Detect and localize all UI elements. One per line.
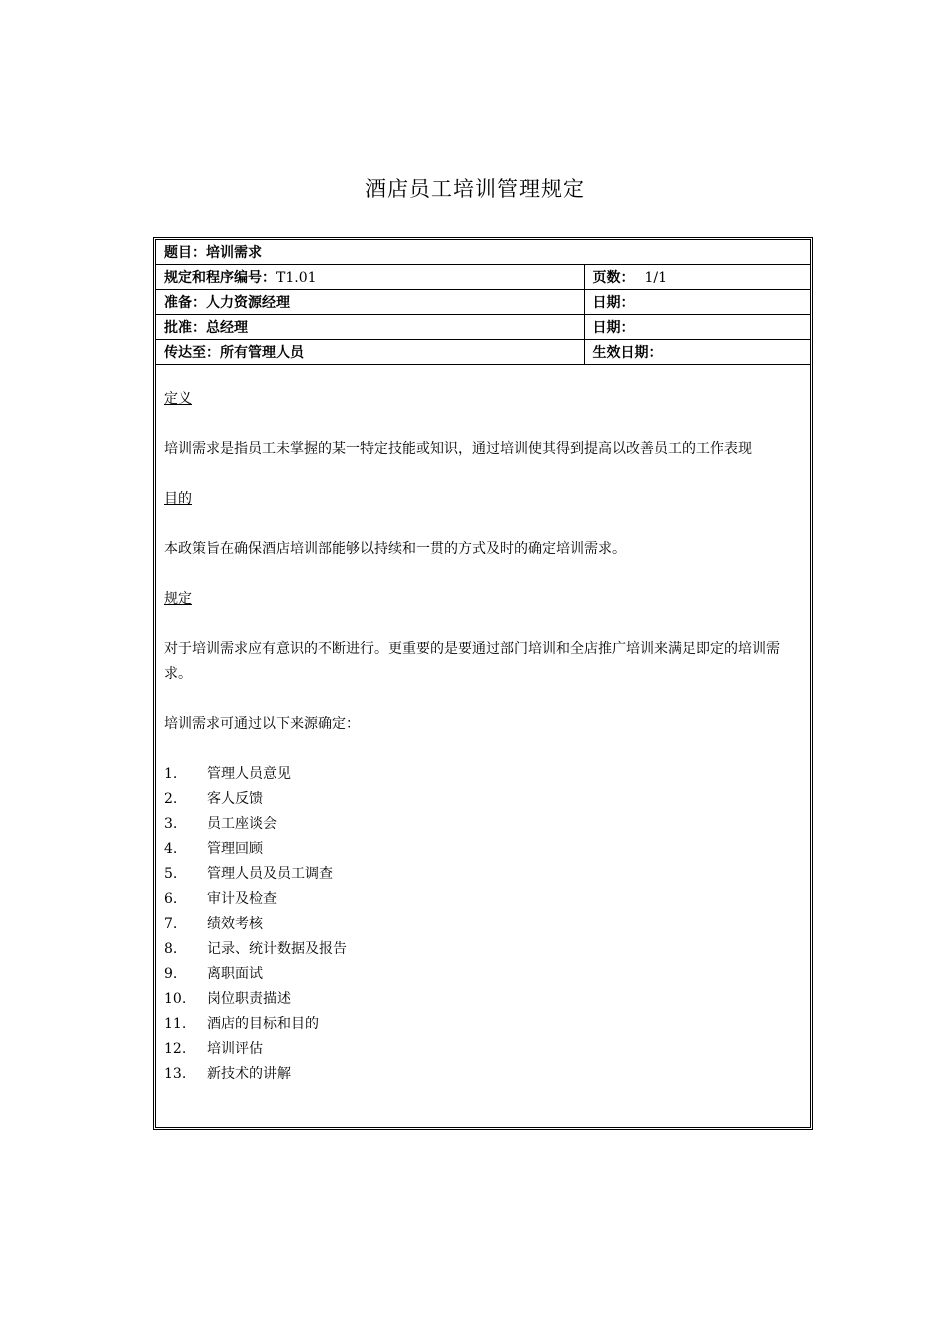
list-item-number: 8. (164, 941, 178, 957)
list-item-text: 管理人员意见 (207, 766, 291, 782)
purpose-text: 本政策旨在确保酒店培训部能够以持续和一贯的方式及时的确定培训需求。 (164, 541, 626, 557)
document-frame (153, 237, 813, 1130)
prepared-value: 人力资源经理 (206, 295, 290, 311)
list-item-number: 5. (164, 866, 178, 882)
list-item-number: 6. (164, 891, 178, 907)
list-item-text: 员工座谈会 (207, 816, 277, 832)
subject-cell (156, 240, 810, 265)
list-item-text: 绩效考核 (207, 916, 263, 932)
effective-date-label: 生效日期： (592, 345, 663, 361)
list-item-text: 离职面试 (207, 966, 263, 982)
distribution-value: 所有管理人员 (220, 345, 304, 361)
list-item-number: 10. (164, 991, 187, 1007)
date-label-2: 日期： (592, 320, 635, 336)
policy-text: 对于培训需求应有意识的不断进行。更重要的是要通过部门培训和全店推广培训来满足即定的培训需求。 (164, 641, 780, 682)
header-row-distribution (156, 340, 810, 365)
list-item-text: 新技术的讲解 (207, 1066, 291, 1082)
code-value: T1.01 (276, 270, 317, 286)
code-label: 规定和程序编号： (164, 270, 276, 286)
list-item (164, 912, 802, 937)
list-item (164, 812, 802, 837)
list-item (164, 762, 802, 787)
list-item-text: 培训评估 (207, 1041, 263, 1057)
definition-text: 培训需求是指员工未掌握的某一特定技能或知识，通过培训使其得到提高以改善员工的工作表现 (164, 441, 752, 457)
list-item-number: 7. (164, 916, 178, 932)
list-item-number: 12. (164, 1041, 187, 1057)
list-item (164, 1012, 802, 1037)
list-item (164, 1037, 802, 1062)
header-table (156, 240, 810, 365)
header-row-prepared (156, 290, 810, 315)
pages-label: 页数： (592, 270, 635, 286)
date-cell-2 (584, 315, 810, 340)
subject-label: 题目： (164, 245, 206, 261)
header-row-code (156, 265, 810, 290)
list-item-text: 岗位职责描述 (207, 991, 291, 1007)
purpose-heading: 目的 (164, 491, 192, 507)
list-item (164, 862, 802, 887)
list-item (164, 962, 802, 987)
date-cell-1 (584, 290, 810, 315)
list-item (164, 787, 802, 812)
prepared-cell (156, 290, 584, 315)
prepared-label: 准备： (164, 295, 206, 311)
list-item-text: 审计及检查 (207, 891, 277, 907)
list-item (164, 887, 802, 912)
list-item (164, 987, 802, 1012)
list-item-number: 11. (164, 1016, 187, 1032)
list-item (164, 1062, 802, 1087)
document-body (156, 365, 810, 1087)
approved-label: 批准： (164, 320, 206, 336)
header-row-subject (156, 240, 810, 265)
list-item-text: 记录、统计数据及报告 (207, 941, 347, 957)
distribution-cell (156, 340, 584, 365)
list-item-number: 1. (164, 766, 178, 782)
list-item-number: 13. (164, 1066, 187, 1082)
list-item-text: 酒店的目标和目的 (207, 1016, 319, 1032)
sources-list (164, 762, 802, 1087)
header-row-approved (156, 315, 810, 340)
effective-date-cell (584, 340, 810, 365)
date-label-1: 日期： (592, 295, 635, 311)
definition-heading: 定义 (164, 391, 192, 407)
list-item-number: 3. (164, 816, 178, 832)
sources-intro: 培训需求可通过以下来源确定： (164, 716, 360, 732)
list-item-text: 管理人员及员工调查 (207, 866, 333, 882)
list-item-number: 4. (164, 841, 178, 857)
code-cell (156, 265, 584, 290)
policy-heading: 规定 (164, 591, 192, 607)
list-item-number: 9. (164, 966, 178, 982)
list-item (164, 937, 802, 962)
pages-cell (584, 265, 810, 290)
list-item-text: 客人反馈 (207, 791, 263, 807)
list-item-number: 2. (164, 791, 178, 807)
approved-value: 总经理 (206, 320, 248, 336)
distribution-label: 传达至： (164, 345, 220, 361)
approved-cell (156, 315, 584, 340)
pages-value: 1/1 (644, 270, 668, 286)
page-title: 酒店员工培训管理规定 (365, 177, 585, 201)
list-item (164, 837, 802, 862)
subject-value: 培训需求 (206, 245, 262, 261)
list-item-text: 管理回顾 (207, 841, 263, 857)
